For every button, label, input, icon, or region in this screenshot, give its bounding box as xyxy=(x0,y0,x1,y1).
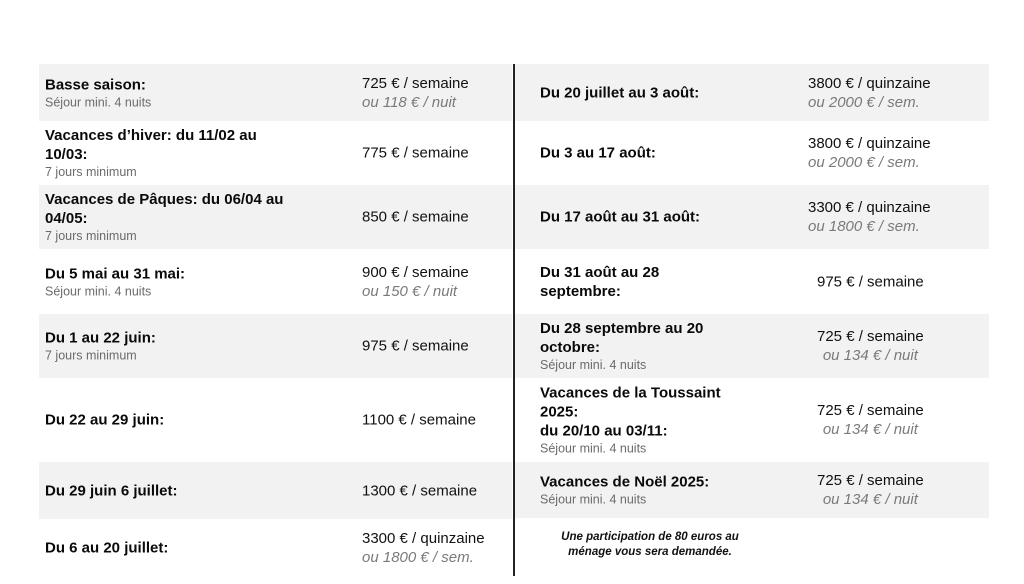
price-cell xyxy=(817,327,924,365)
period-cell xyxy=(540,384,721,457)
price-alt: ou 2000 € / sem. xyxy=(808,154,920,171)
price-cell xyxy=(817,401,924,439)
price-cell xyxy=(817,272,924,291)
tariff-row xyxy=(515,462,989,518)
period-cell xyxy=(45,264,185,299)
period-label: Du 31 août au 28 septembre: xyxy=(540,263,660,300)
price-cell xyxy=(808,134,931,172)
tariff-row xyxy=(515,249,989,314)
period-cell xyxy=(540,473,709,508)
price-main: 850 € / semaine xyxy=(362,208,469,226)
period-cell xyxy=(45,329,156,364)
price-main: 3300 € / quinzaine xyxy=(362,529,485,547)
price-alt: ou 134 € / nuit xyxy=(822,347,918,364)
period-cell xyxy=(540,83,699,102)
period-label: Du 3 au 17 août: xyxy=(540,144,656,162)
price-cell xyxy=(362,481,477,500)
period-label: Du 28 septembre au 20 octobre: xyxy=(540,320,704,356)
price-main: 3300 € / quinzaine xyxy=(808,199,931,216)
tariff-row xyxy=(39,314,512,378)
footer-row xyxy=(515,518,989,575)
price-main: 3800 € / quinzaine xyxy=(808,74,931,92)
tariff-row xyxy=(515,185,989,249)
period-label: Du 22 au 29 juin: xyxy=(45,411,165,429)
period-note: 7 jours minimum xyxy=(45,229,137,243)
period-cell xyxy=(540,263,659,301)
tariff-row xyxy=(39,519,512,576)
period-label: Vacances de Noël 2025: xyxy=(540,473,710,491)
period-label: Du 17 août au 31 août: xyxy=(540,208,701,226)
period-label: Basse saison: xyxy=(45,76,146,93)
price-main: 725 € / semaine xyxy=(817,402,924,419)
price-alt: ou 2000 € / sem. xyxy=(808,93,920,111)
tariff-row xyxy=(39,121,512,185)
price-cell xyxy=(808,74,931,112)
price-main: 725 € / semaine xyxy=(362,74,469,92)
period-cell xyxy=(45,126,257,180)
price-cell xyxy=(808,198,931,236)
period-note: Séjour mini. 4 nuits xyxy=(540,441,647,456)
period-cell xyxy=(540,208,700,227)
price-main: 725 € / semaine xyxy=(817,472,924,489)
right-price-column xyxy=(515,64,989,575)
price-main: 975 € / semaine xyxy=(362,337,469,355)
period-label: Du 20 juillet au 3 août: xyxy=(540,84,700,101)
period-cell xyxy=(45,538,168,557)
period-note: Séjour mini. 4 nuits xyxy=(540,492,647,507)
price-cell xyxy=(362,74,469,112)
tariff-row xyxy=(515,314,989,378)
price-main: 975 € / semaine xyxy=(817,273,924,290)
period-note: 7 jours minimum xyxy=(45,348,137,363)
period-label: Vacances d’hiver: du 11/02 au 10/03: xyxy=(45,127,257,163)
price-cell xyxy=(362,411,476,430)
period-note: 7 jours minimum xyxy=(45,165,137,179)
price-main: 775 € / semaine xyxy=(362,144,469,162)
period-label: Vacances de Pâques: du 06/04 au 04/05: xyxy=(45,191,284,227)
period-cell xyxy=(45,190,283,244)
period-cell xyxy=(540,319,703,373)
tariff-row xyxy=(39,185,512,249)
tariff-row xyxy=(515,64,989,121)
tariff-row xyxy=(39,462,512,519)
price-cell xyxy=(362,337,469,356)
period-label: Du 5 mai au 31 mai: xyxy=(45,265,186,282)
price-alt: ou 150 € / nuit xyxy=(362,282,458,300)
period-label: Du 29 juin 6 juillet: xyxy=(45,482,178,499)
price-cell xyxy=(362,263,469,301)
price-main: 1300 € / semaine xyxy=(362,482,478,499)
period-label: Du 6 au 20 juillet: xyxy=(45,539,169,556)
price-cell xyxy=(362,144,469,163)
period-note: Séjour mini. 4 nuits xyxy=(45,284,152,298)
price-main: 3800 € / quinzaine xyxy=(808,135,931,152)
price-alt: ou 134 € / nuit xyxy=(822,491,918,508)
price-cell xyxy=(362,529,485,567)
tariff-row xyxy=(39,378,512,462)
period-cell xyxy=(45,481,178,500)
price-cell xyxy=(362,208,469,227)
price-cell xyxy=(817,471,924,509)
period-cell xyxy=(45,75,151,110)
price-main: 725 € / semaine xyxy=(817,328,924,345)
price-main: 900 € / semaine xyxy=(362,263,469,281)
price-alt: ou 134 € / nuit xyxy=(822,421,918,438)
tariff-row xyxy=(515,378,989,462)
price-alt: ou 1800 € / sem. xyxy=(362,548,474,566)
tariff-row xyxy=(39,64,512,121)
tariff-row xyxy=(515,121,989,185)
period-label: Vacances de la Toussaint 2025: du 20/10 au 03/11: xyxy=(540,384,721,440)
tariff-row xyxy=(39,249,512,314)
price-alt: ou 118 € / nuit xyxy=(362,93,456,111)
period-label: Du 1 au 22 juin: xyxy=(45,329,156,347)
period-note: Séjour mini. 4 nuits xyxy=(45,95,152,109)
price-alt: ou 1800 € / sem. xyxy=(808,218,920,235)
cleaning-fee-note: Une participation de 80 euros au ménage vous sera demandée. xyxy=(561,531,739,558)
period-cell xyxy=(540,144,656,163)
left-price-column xyxy=(39,64,512,576)
period-cell xyxy=(45,411,164,430)
price-main: 1100 € / semaine xyxy=(362,411,476,429)
period-note: Séjour mini. 4 nuits xyxy=(540,358,647,372)
